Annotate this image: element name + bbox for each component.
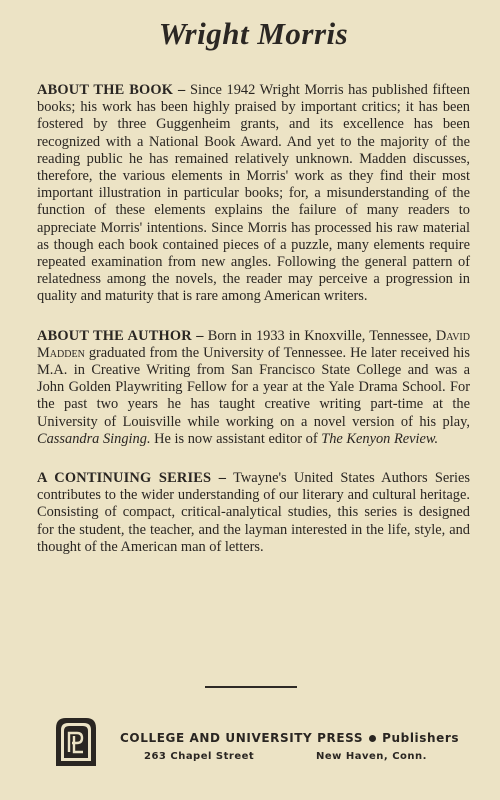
publisher-city: New Haven, Conn. (316, 751, 427, 762)
series-text: Twayne's United States Authors Series contributes to the wider understanding of our literary and cultural heritage. Consisting of compact, critical-analytical studies, this series is designed for the student, the teacher, and the layman interested in the life, style, and thought of the American man of letters. (37, 470, 470, 555)
about-author-text-3: He is now assistant editor of (154, 430, 318, 447)
about-author-heading: ABOUT THE AUTHOR – (37, 327, 204, 344)
publisher-name-line (120, 731, 459, 745)
play-title: Cassandra Singing. (37, 430, 151, 447)
about-book-heading: ABOUT THE BOOK – (37, 82, 186, 98)
journal-title: The Kenyon Review. (321, 430, 439, 447)
college-university-press-logo-icon (54, 716, 98, 768)
publisher-imprint (54, 716, 474, 774)
divider-rule (205, 686, 297, 688)
about-author-text-2: graduated from the University of Tennessee. He later received his M.A. in Creative Writing from San Francisco State College and was a John Golden Playwriting Fellow for a year at the Yale Drama School. For the past two years he has taught creative writing part-time at the University of Louisville while working on a novel version of his play, (37, 344, 470, 430)
publisher-address: 263 Chapel Street (144, 751, 255, 762)
about-author-section (37, 328, 470, 448)
series-section (37, 470, 470, 556)
about-book-text: Since 1942 Wright Morris has published fifteen books; his work has been highly praised by important critics; it has been fostered by three Guggenheim grants, and its excellence has been recognized with a National Book Award. And yet to the majority of the reading public he has remained relatively unknown. Madden discusses, therefore, the various elements in Morris' work as they find their most important illustration in particular books; for, a misunderstanding of the function of these elements explains the failure of many readers to appreciate Morris' intentions. Since Morris has processed his raw material as though each book contained pieces of a puzzle, many elements require repeated examination from new angles. Following the general pattern of relatedness among the novels, the reader may perceive a progression in quality and maturity that is rare among American writers. (37, 82, 470, 305)
series-heading: A CONTINUING SERIES – (37, 470, 227, 487)
about-book-section (37, 82, 470, 306)
bullet-icon (369, 735, 376, 742)
page-title: Wright Morris (158, 16, 349, 51)
publisher-role: Publishers (382, 731, 460, 745)
author-name: David Madden (37, 327, 470, 361)
publisher-name: COLLEGE AND UNIVERSITY PRESS (120, 731, 364, 745)
about-author-text-1: Born in 1933 in Knoxville, Tennessee, (207, 327, 432, 344)
